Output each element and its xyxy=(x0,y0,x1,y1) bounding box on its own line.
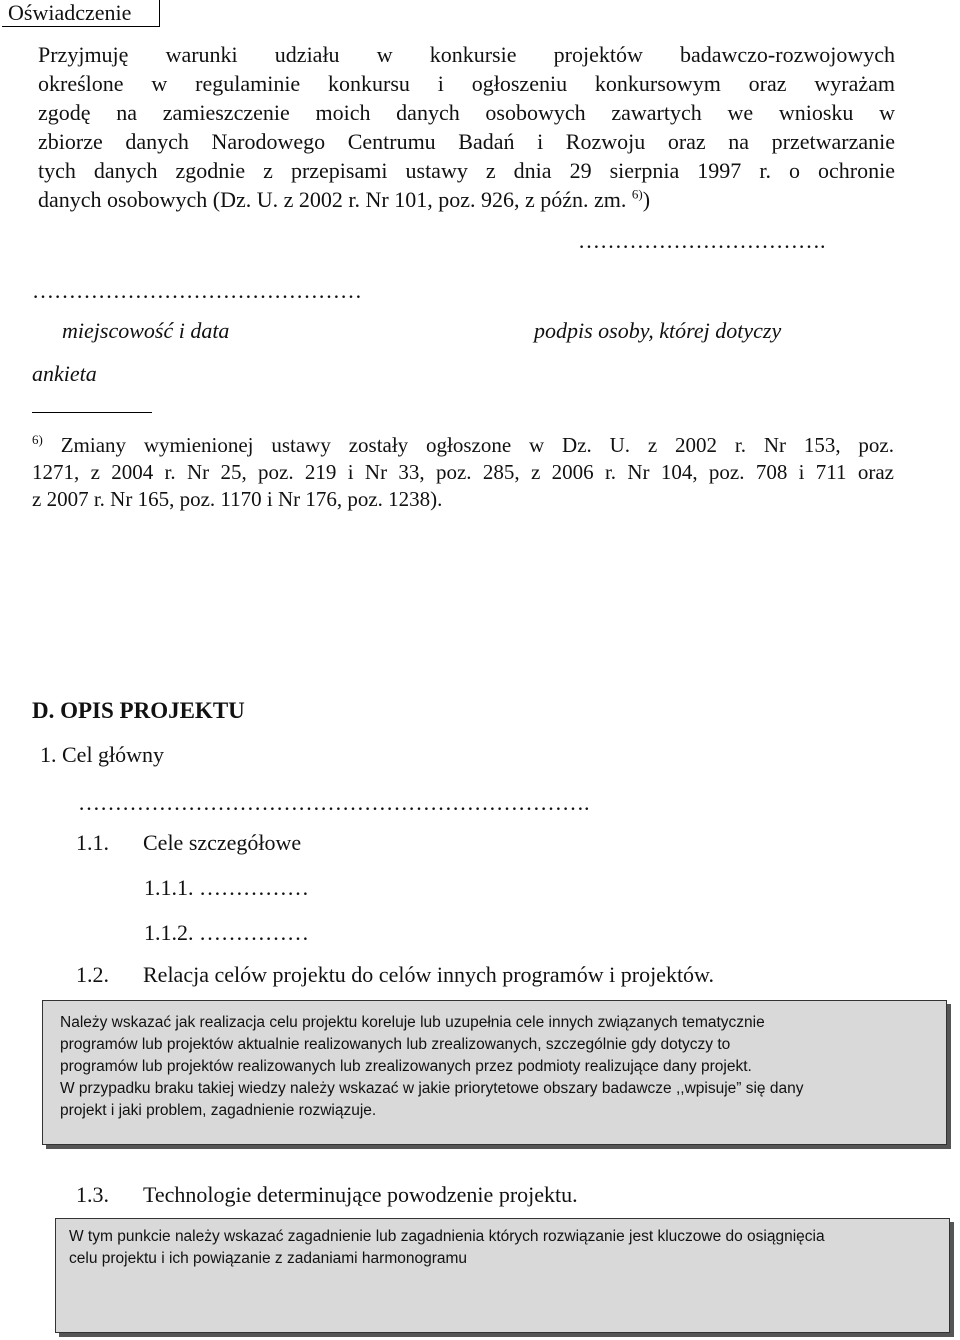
place-date-label: miejscowość i data xyxy=(62,318,230,343)
footnote-text: Zmiany wymienionej ustawy zostały ogłoszone w Dz. U. z 2002 r. Nr 153, poz. xyxy=(60,433,895,457)
item-number: 1.2. xyxy=(76,962,109,987)
instruction-line: W przypadku braku takiej wiedzy należy wskazać w jakie priorytetowe obszary badawcze ,,wpisuje” się dany xyxy=(60,1080,804,1097)
statement-line: określone w regulaminie konkursu i ogłoszeniu konkursowym oraz wyrażam xyxy=(38,71,895,96)
item-specific-goals: Cele szczegółowe xyxy=(143,830,302,855)
item-technologies: Technologie determinujące powodzenie projektu. xyxy=(143,1182,578,1207)
item-number: 1.1. xyxy=(76,830,109,855)
main-goal-dots: ……………………………………………………………. xyxy=(78,790,590,815)
statement-heading: Oświadczenie xyxy=(2,0,160,27)
statement-line: zbiorze danych Narodowego Centrumu Badań i Rozwoju oraz na przetwarzanie xyxy=(38,129,895,154)
statement-last-line: danych osobowych (Dz. U. z 2002 r. Nr 101, poz. 926, z późn. zm. xyxy=(38,187,627,212)
subitem-2: 1.1.2. …………… xyxy=(144,920,309,945)
footnote-separator xyxy=(32,412,152,413)
item-number: 1.3. xyxy=(76,1182,109,1207)
subitem-1: 1.1.1. …………… xyxy=(144,875,309,900)
statement-line xyxy=(38,185,895,214)
item-relation: Relacja celów projektu do celów innych programów i projektów. xyxy=(143,962,715,987)
footnote xyxy=(32,432,894,513)
instruction-line: projekt i jaki problem, zagadnienie rozwiązuje. xyxy=(60,1102,377,1119)
signature-label: podpis osoby, której dotyczy xyxy=(534,318,782,343)
closing-paren: ) xyxy=(642,187,651,212)
footnote-reference: 6) xyxy=(631,186,643,202)
footnote-line: z 2007 r. Nr 165, poz. 1170 i Nr 176, poz. 1238). xyxy=(32,487,443,511)
section-heading: D. OPIS PROJEKTU xyxy=(32,698,245,723)
statement-line: Przyjmuję warunki udziału w konkursie projektów badawczo-rozwojowych xyxy=(38,42,895,67)
instruction-box-relation xyxy=(42,1000,947,1145)
instruction-line: W tym punkcie należy wskazać zagadnienie lub zagadnienia których rozwiązanie jest kluczowe do osiągnięcia xyxy=(69,1228,825,1245)
statement-line: zgodę na zamieszczenie moich danych osobowych zawartych we wniosku w xyxy=(38,100,895,125)
ankieta-label: ankieta xyxy=(32,361,97,386)
statement-paragraph xyxy=(38,40,895,214)
footnote-line: 1271, z 2004 r. Nr 25, poz. 219 i Nr 33, poz. 285, z 2006 r. Nr 104, poz. 708 i 711 oraz xyxy=(32,460,894,484)
signature-dots: ……………………………. xyxy=(578,228,826,253)
item-main-goal: 1. Cel główny xyxy=(40,742,165,767)
instruction-line: programów lub projektów aktualnie realizowanych lub zrealizowanych, szczególnie gdy dotyczy to xyxy=(60,1036,731,1053)
instruction-line: programów lub projektów realizowanych lub zrealizowanych przez podmioty realizujące dany projekt. xyxy=(60,1058,752,1075)
statement-line: tych danych zgodnie z przepisami ustawy z dnia 29 sierpnia 1997 r. o ochronie xyxy=(38,158,895,183)
place-date-dots: ……………………………………… xyxy=(32,278,362,303)
instruction-box-technologies xyxy=(55,1218,950,1333)
instruction-line: Należy wskazać jak realizacja celu projektu koreluje lub uzupełnia cele innych związanych tematycznie xyxy=(60,1014,765,1031)
footnote-marker: 6) xyxy=(32,432,43,447)
footnote-line xyxy=(32,432,894,459)
instruction-line: celu projektu i ich powiązanie z zadaniami harmonogramu xyxy=(69,1250,468,1267)
